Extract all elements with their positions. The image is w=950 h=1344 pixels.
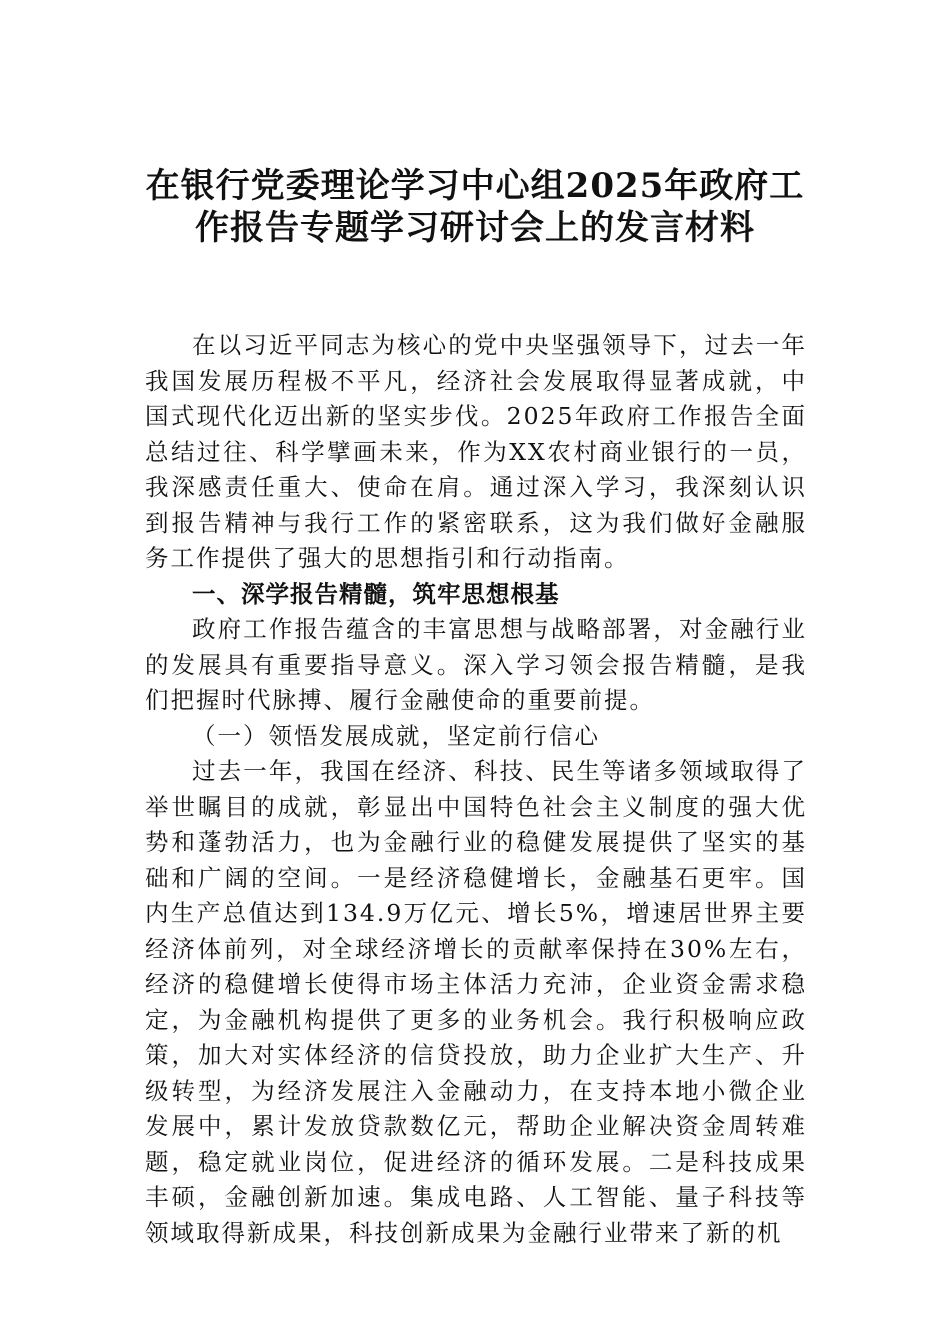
document-title-line-1: 在银行党委理论学习中心组2025年政府工 (145, 166, 805, 206)
subsection-1-heading: （一）领悟发展成就，坚定前行信心 (192, 721, 600, 750)
section-1-paragraph: 政府工作报告蕴含的丰富思想与战略部署，对金融行业的发展具有重要指导意义。深入学习领会报告精髓，是我们把握时代脉搏、履行金融使命的重要前提。 (145, 615, 807, 714)
intro-paragraph: 在以习近平同志为核心的党中央坚强领导下，过去一年我国发展历程极不平凡，经济社会发展取得显著成就，中国式现代化迈出新的坚实步伐。2025年政府工作报告全面总结过往、科学擘画未来，作为XX农村商业银行的一员，我深感责任重大、使命在肩。通过深入学习，我深刻认识到报告精神与我行工作的紧密联系，这为我们做好金融服务工作提供了强大的思想指引和行动指南。 (145, 331, 807, 572)
document-title-line-2: 作报告专题学习研讨会上的发言材料 (195, 208, 755, 248)
document-body (145, 328, 807, 1251)
section-1-heading: 一、深学报告精髓，筑牢思想根基 (192, 579, 560, 608)
subsection-1-paragraph: 过去一年，我国在经济、科技、民生等诸多领域取得了举世瞩目的成就，彰显出中国特色社会主义制度的强大优势和蓬勃活力，也为金融行业的稳健发展提供了坚实的基础和广阔的空间。一是经济稳健增长，金融基石更牢。国内生产总值达到134.9万亿元、增长5%，增速居世界主要经济体前列，对全球经济增长的贡献率保持在30%左右，经济的稳健增长使得市场主体活力充沛，企业资金需求稳定，为金融机构提供了更多的业务机会。我行积极响应政策，加大对实体经济的信贷投放，助力企业扩大生产、升级转型，为经济发展注入金融动力，在支持本地小微企业发展中，累计发放贷款数亿元，帮助企业解决资金周转难题，稳定就业岗位，促进经济的循环发展。二是科技成果丰硕，金融创新加速。集成电路、人工智能、量子科技等领域取得新成果，科技创新成果为金融行业带来了新的机 (145, 757, 807, 1247)
